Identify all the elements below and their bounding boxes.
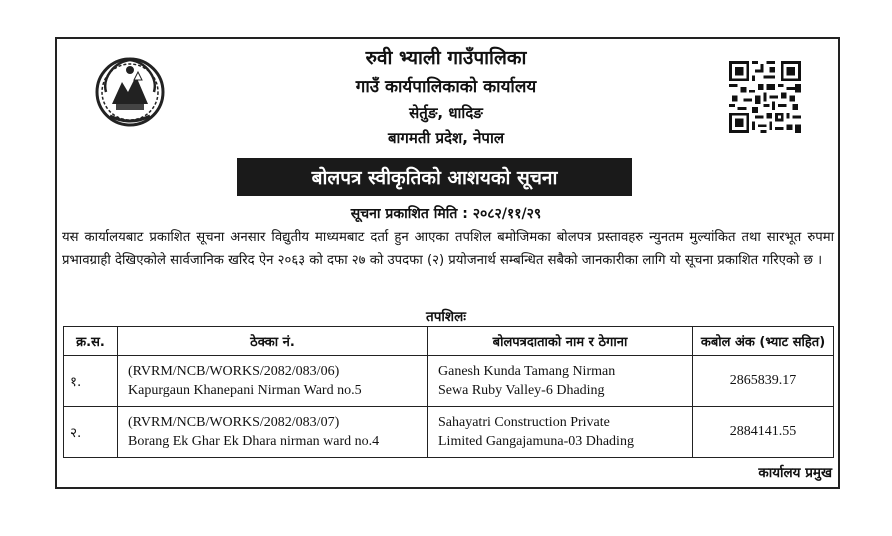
row-bidder xyxy=(428,356,693,407)
contract-number: (RVRM/NCB/WORKS/2082/083/06) xyxy=(128,364,340,379)
row-bidder xyxy=(428,407,693,458)
row-serial: २. xyxy=(64,407,118,458)
province-country: बागमती प्रदेश, नेपाल xyxy=(387,129,505,147)
header-contract-no: ठेक्का नं. xyxy=(118,327,428,356)
table-caption: तपशिलः xyxy=(426,309,466,325)
bid-table xyxy=(63,326,834,458)
municipality-name: रुवी भ्याली गाउँपालिका xyxy=(365,47,527,69)
office-location: सेर्तुङ, धादिङ xyxy=(409,104,483,122)
publish-date: सूचना प्रकाशित मिति : २०८२/११/२९ xyxy=(350,206,542,222)
row-serial: १. xyxy=(64,356,118,407)
row-amount: 2884141.55 xyxy=(693,407,834,458)
row-amount: 2865839.17 xyxy=(693,356,834,407)
contract-number: (RVRM/NCB/WORKS/2082/083/07) xyxy=(128,415,340,430)
signatory: कार्यालय प्रमुख xyxy=(758,465,832,481)
contract-name: Borang Ek Ghar Ek Dhara nirman ward no.4 xyxy=(128,434,380,449)
header-serial: क्र.स. xyxy=(64,327,118,356)
notice-title: बोलपत्र स्वीकृतिको आशयको सूचना xyxy=(311,167,558,189)
row-contract xyxy=(118,407,428,458)
office-name: गाउँ कार्यपालिकाको कार्यालय xyxy=(355,77,537,97)
bidder-line-2: Limited Gangajamuna-03 Dhading xyxy=(438,434,634,449)
row-contract xyxy=(118,356,428,407)
table-row xyxy=(64,407,834,458)
notice-body: यस कार्यालयबाट प्रकाशित सूचना अनसार विद्युतीय माध्यमबाट दर्ता हुन आएका तपशिल बमोजिमका बोलपत्र प्रस्तावहरु न्युनतम मुल्यांकित तथा सारभूत रुपमा प्रभावग्राही देखिएकोले सार्वजानिक खरिद ऐन २०६३ को दफा २७ को उपदफा (२) प्रयोजनार्थ सम्बन्धित सबैको जानकारीका लागि यो सूचना प्रकाशित गरिएको छ । xyxy=(62,230,834,268)
bidder-line-2: Sewa Ruby Valley-6 Dhading xyxy=(438,383,605,398)
table-header-row xyxy=(64,327,834,356)
notice-title-banner xyxy=(237,158,632,196)
header-amount: कबोल अंक (भ्याट सहित) xyxy=(693,327,834,356)
header-bidder: बोलपत्रदाताको नाम र ठेगाना xyxy=(428,327,693,356)
bidder-line-1: Ganesh Kunda Tamang Nirman xyxy=(438,364,616,379)
contract-name: Kapurgaun Khanepani Nirman Ward no.5 xyxy=(128,383,362,398)
table-row xyxy=(64,356,834,407)
bidder-line-1: Sahayatri Construction Private xyxy=(438,415,610,430)
